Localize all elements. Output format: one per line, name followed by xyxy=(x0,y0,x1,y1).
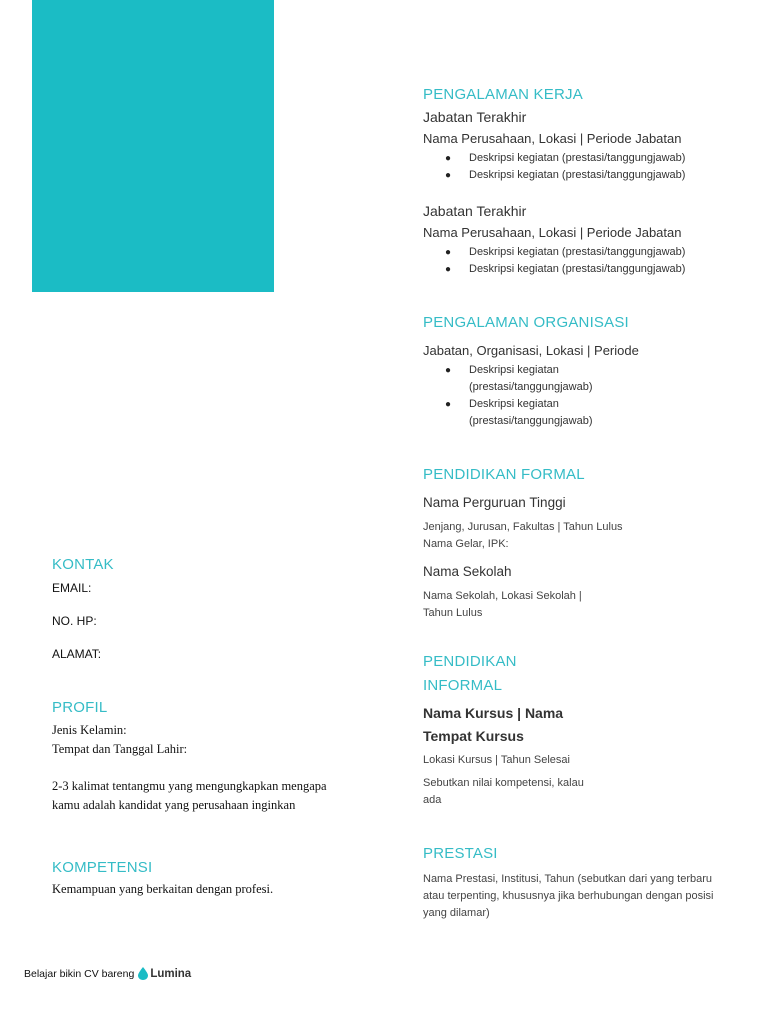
birth-label: Tempat dan Tanggal Lahir: xyxy=(52,742,188,756)
list-item: ● Deskripsi kegiatan (prestasi/tanggungjawab) xyxy=(445,261,745,278)
photo-placeholder xyxy=(32,0,274,292)
job-2-title: Jabatan Terakhir xyxy=(423,203,527,219)
pendidikan-formal-heading: PENDIDIKAN FORMAL xyxy=(423,466,585,483)
profile-summary: 2-3 kalimat tentangmu yang mengungkapkan mengapa kamu adalah kandidat yang perusahaan inginkan xyxy=(52,779,327,812)
footer xyxy=(24,967,191,980)
organisasi-subtitle: Jabatan, Organisasi, Lokasi | Periode xyxy=(423,343,639,358)
pengalaman-organisasi-heading: PENGALAMAN ORGANISASI xyxy=(423,314,629,331)
job-1-title: Jabatan Terakhir xyxy=(423,109,527,125)
prestasi-text: Nama Prestasi, Institusi, Tahun (sebutkan dari yang terbaru atau terpenting, khususnya jika berhubungan dengan posisi yang dilamar) xyxy=(423,873,714,919)
job-1-bullets xyxy=(445,150,745,184)
pendidikan-informal-heading: PENDIDIKAN INFORMAL xyxy=(423,653,517,694)
profil-heading: PROFIL xyxy=(52,699,108,716)
droplet-icon xyxy=(138,967,148,980)
brand-name: Lumina xyxy=(150,967,192,980)
bullet-icon: ● xyxy=(445,264,452,275)
university-title: Nama Perguruan Tinggi xyxy=(423,495,566,510)
school-detail: Nama Sekolah, Lokasi Sekolah | Tahun Lulus xyxy=(423,590,582,619)
course-title: Nama Kursus | Nama Tempat Kursus xyxy=(423,705,564,744)
kompetensi-heading: KOMPETENSI xyxy=(52,859,153,876)
list-item: ● Deskripsi kegiatan (prestasi/tanggungjawab) xyxy=(445,364,593,393)
prestasi-heading: PRESTASI xyxy=(423,845,498,862)
kontak-heading: KONTAK xyxy=(52,556,114,573)
lumina-logo[interactable] xyxy=(138,967,191,980)
phone-label: NO. HP: xyxy=(52,614,97,628)
bullet-icon: ● xyxy=(445,170,452,181)
kompetensi-text: Kemampuan yang berkaitan dengan profesi. xyxy=(52,882,274,896)
footer-text: Belajar bikin CV bareng xyxy=(24,967,135,980)
job-2-subtitle: Nama Perusahaan, Lokasi | Periode Jabatan xyxy=(423,225,682,240)
gender-label: Jenis Kelamin: xyxy=(52,723,127,737)
university-degree: Nama Gelar, IPK: xyxy=(423,538,509,550)
course-detail: Lokasi Kursus | Tahun Selesai xyxy=(423,754,570,766)
email-label: EMAIL: xyxy=(52,581,92,595)
list-item: ● Deskripsi kegiatan (prestasi/tanggungjawab) xyxy=(445,150,745,167)
bullet-icon: ● xyxy=(445,365,452,376)
address-label: ALAMAT: xyxy=(52,647,102,661)
organisasi-bullets xyxy=(445,362,595,430)
list-item: ● Deskripsi kegiatan (prestasi/tanggungjawab) xyxy=(445,244,745,261)
list-item: ● Deskripsi kegiatan (prestasi/tanggungjawab) xyxy=(445,398,593,427)
list-item: ● Deskripsi kegiatan (prestasi/tanggungjawab) xyxy=(445,167,745,184)
bullet-icon: ● xyxy=(445,399,452,410)
school-title: Nama Sekolah xyxy=(423,564,512,579)
job-1-subtitle: Nama Perusahaan, Lokasi | Periode Jabatan xyxy=(423,131,682,146)
university-detail: Jenjang, Jurusan, Fakultas | Tahun Lulus xyxy=(423,521,623,533)
pengalaman-kerja-heading: PENGALAMAN KERJA xyxy=(423,86,583,103)
course-note: Sebutkan nilai kompetensi, kalau ada xyxy=(423,777,584,806)
job-2-bullets xyxy=(445,244,745,278)
bullet-icon: ● xyxy=(445,153,452,164)
bullet-icon: ● xyxy=(445,247,452,258)
